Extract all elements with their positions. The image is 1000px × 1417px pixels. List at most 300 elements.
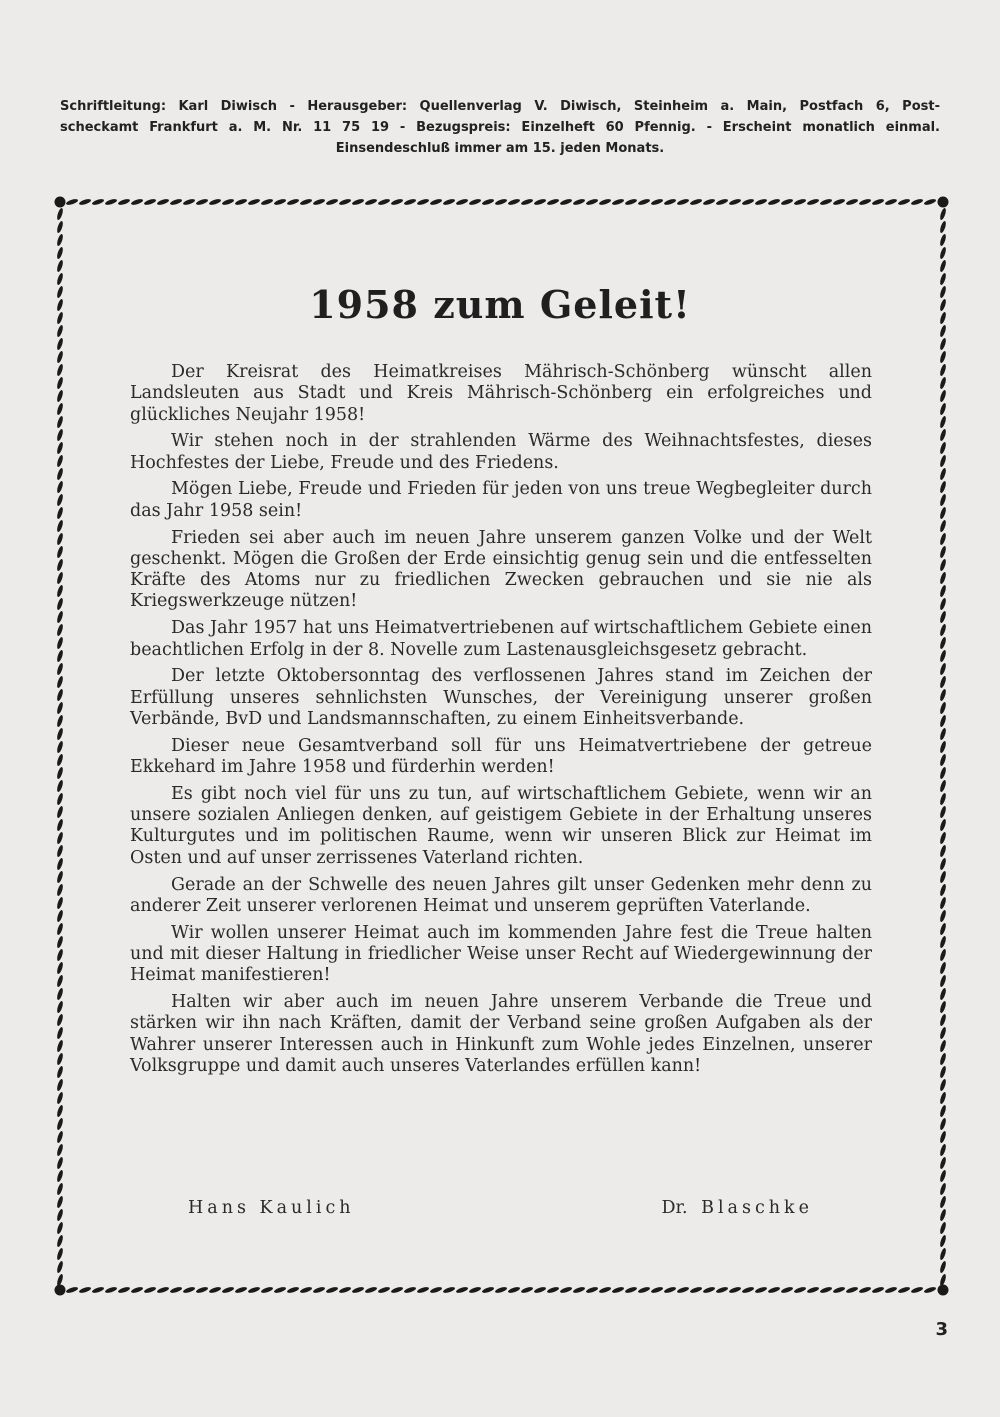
- border-link: [939, 1065, 947, 1078]
- border-link: [130, 198, 143, 206]
- border-link: [939, 948, 947, 961]
- paragraph-2: Wir stehen noch in der strahlenden Wärme des Weihnachtsfestes, dieses Hochfestes der Liebe, Freude und des Friedens.: [130, 431, 872, 473]
- border-link: [56, 441, 64, 454]
- border-link: [702, 198, 715, 206]
- border-link: [939, 532, 947, 545]
- border-link: [364, 198, 377, 206]
- border-link: [416, 198, 429, 206]
- border-link: [741, 1286, 754, 1294]
- border-link: [939, 649, 947, 662]
- paragraph-10: Wir wollen unserer Heimat auch im kommenden Jahre fest die Treue halten und mit dieser Haltung in friedlicher Weise unser Recht auf Wiedergewinnung der Heimat manifestieren!: [130, 922, 872, 986]
- border-link: [897, 198, 910, 206]
- border-link: [939, 545, 947, 558]
- border-link: [56, 909, 64, 922]
- border-link: [56, 1078, 64, 1091]
- border-link: [56, 597, 64, 610]
- border-link: [56, 1000, 64, 1013]
- border-link: [56, 467, 64, 480]
- border-link: [939, 1195, 947, 1208]
- border-link: [156, 1286, 169, 1294]
- border-link: [676, 198, 689, 206]
- border-link: [585, 1286, 598, 1294]
- border-link: [939, 207, 947, 220]
- border-link: [56, 246, 64, 259]
- border-link: [377, 198, 390, 206]
- border-link: [56, 1234, 64, 1247]
- border-link: [56, 1117, 64, 1130]
- border-link: [939, 1000, 947, 1013]
- border-link: [78, 1286, 91, 1294]
- border-link: [312, 198, 325, 206]
- border-link: [286, 1286, 299, 1294]
- border-link: [939, 1052, 947, 1065]
- paragraph-4: Frieden sei aber auch im neuen Jahre unserem ganzen Volke und der Welt geschenkt. Mögen die Großen der Erde einsichtig genug sein und die entfesselten Kräfte des Atoms nur zu friedlichen Zwecken gebrauchen und sie nie als Kriegswerkzeuge nützen!: [130, 527, 872, 612]
- border-link: [494, 198, 507, 206]
- border-link: [416, 1286, 429, 1294]
- border-link: [939, 857, 947, 870]
- border-link: [939, 1026, 947, 1039]
- border-link: [325, 198, 338, 206]
- border-link: [377, 1286, 390, 1294]
- border-link: [442, 1286, 455, 1294]
- border-link: [494, 1286, 507, 1294]
- border-link: [390, 1286, 403, 1294]
- border-link: [939, 714, 947, 727]
- border-link: [56, 571, 64, 584]
- border-link: [56, 1104, 64, 1117]
- border-link: [312, 1286, 325, 1294]
- border-link: [939, 1169, 947, 1182]
- border-link: [56, 727, 64, 740]
- border-link: [403, 1286, 416, 1294]
- border-link: [728, 198, 741, 206]
- border-link: [939, 1104, 947, 1117]
- border-link: [56, 519, 64, 532]
- border-link: [939, 454, 947, 467]
- border-link: [939, 623, 947, 636]
- border-link: [858, 1286, 871, 1294]
- border-link: [910, 1286, 923, 1294]
- border-link: [939, 766, 947, 779]
- border-link: [56, 610, 64, 623]
- border-link: [939, 363, 947, 376]
- page-number: 3: [935, 1319, 948, 1340]
- masthead: [60, 96, 940, 159]
- border-link: [56, 402, 64, 415]
- border-link: [611, 198, 624, 206]
- border-link: [260, 1286, 273, 1294]
- border-link: [195, 198, 208, 206]
- border-link: [767, 198, 780, 206]
- border-link: [939, 246, 947, 259]
- border-link: [56, 1169, 64, 1182]
- border-link: [442, 198, 455, 206]
- border-link: [939, 597, 947, 610]
- border-link: [247, 198, 260, 206]
- border-link: [56, 389, 64, 402]
- border-link: [468, 198, 481, 206]
- border-link: [572, 1286, 585, 1294]
- border-link: [939, 1156, 947, 1169]
- border-link: [56, 1156, 64, 1169]
- border-link: [104, 1286, 117, 1294]
- border-link: [221, 1286, 234, 1294]
- paragraph-9: Gerade an der Schwelle des neuen Jahres gilt unser Gedenken mehr denn zu anderer Zeit unserer verlorenen Heimat und unserem geprüften Vaterlande.: [130, 874, 872, 916]
- border-link: [65, 1286, 78, 1294]
- border-link: [351, 198, 364, 206]
- article-title: 1958 zum Geleit!: [309, 282, 691, 327]
- border-link: [939, 1273, 947, 1286]
- border-link: [650, 198, 663, 206]
- border-link: [56, 1052, 64, 1065]
- border-link: [559, 198, 572, 206]
- border-link: [507, 198, 520, 206]
- border-link: [939, 636, 947, 649]
- border-link: [871, 198, 884, 206]
- border-link: [56, 818, 64, 831]
- border-link: [832, 198, 845, 206]
- border-link: [56, 337, 64, 350]
- border-link: [939, 441, 947, 454]
- border-link: [273, 1286, 286, 1294]
- border-link: [939, 909, 947, 922]
- border-link: [56, 675, 64, 688]
- border-link: [939, 1143, 947, 1156]
- border-link: [182, 198, 195, 206]
- border-link: [429, 198, 442, 206]
- border-link: [208, 198, 221, 206]
- border-link: [939, 376, 947, 389]
- border-link: [56, 948, 64, 961]
- border-link: [338, 198, 351, 206]
- border-link: [939, 519, 947, 532]
- border-link: [910, 198, 923, 206]
- border-link: [793, 1286, 806, 1294]
- border-link: [468, 1286, 481, 1294]
- border-link: [455, 198, 468, 206]
- border-link: [939, 831, 947, 844]
- border-link: [845, 198, 858, 206]
- border-link: [56, 259, 64, 272]
- border-link: [939, 896, 947, 909]
- border-link: [598, 198, 611, 206]
- article-body: [130, 362, 872, 1083]
- border-link: [741, 198, 754, 206]
- border-link: [299, 198, 312, 206]
- signature-kaulich: Hans Kaulich: [188, 1198, 355, 1218]
- border-link: [56, 961, 64, 974]
- border-corner-dot-br: [938, 1285, 949, 1296]
- border-link: [897, 1286, 910, 1294]
- border-link: [429, 1286, 442, 1294]
- border-link: [923, 1286, 936, 1294]
- border-corner-dot-bl: [55, 1285, 66, 1296]
- border-link: [939, 844, 947, 857]
- border-link: [56, 935, 64, 948]
- paragraph-8: Es gibt noch viel für uns zu tun, auf wirtschaftlichem Gebiete, wenn wir an unsere sozialen Anliegen denken, auf geistigem Gebiete in der Erhaltung unseres Kulturgutes und im politischen Raume, wenn wir unseren Blick zur Heimat im Osten und auf unser zerrissenes Vaterland richten.: [130, 783, 872, 868]
- border-link: [56, 831, 64, 844]
- border-link: [939, 1078, 947, 1091]
- border-link: [56, 376, 64, 389]
- border-link: [611, 1286, 624, 1294]
- border-link: [260, 198, 273, 206]
- border-link: [819, 198, 832, 206]
- border-link: [939, 610, 947, 623]
- border-link: [793, 198, 806, 206]
- border-link: [939, 740, 947, 753]
- border-link: [845, 1286, 858, 1294]
- border-link: [56, 766, 64, 779]
- border-link: [338, 1286, 351, 1294]
- border-link: [884, 1286, 897, 1294]
- border-link: [56, 922, 64, 935]
- border-link: [939, 584, 947, 597]
- border-link: [78, 198, 91, 206]
- border-link: [780, 1286, 793, 1294]
- border-link: [624, 198, 637, 206]
- border-link: [56, 220, 64, 233]
- border-link: [56, 350, 64, 363]
- border-link: [56, 623, 64, 636]
- border-link: [923, 198, 936, 206]
- border-link: [56, 584, 64, 597]
- border-link: [767, 1286, 780, 1294]
- border-link: [56, 480, 64, 493]
- border-link: [117, 1286, 130, 1294]
- border-link: [156, 198, 169, 206]
- border-link: [130, 1286, 143, 1294]
- border-link: [273, 198, 286, 206]
- border-link: [939, 922, 947, 935]
- paragraph-5: Das Jahr 1957 hat uns Heimatvertriebenen auf wirtschaftlichem Gebiete einen beachtlichen Erfolg in der 8. Novelle zum Lastenausgleichsgesetz gebracht.: [130, 618, 872, 660]
- border-link: [939, 1130, 947, 1143]
- border-link: [806, 198, 819, 206]
- border-link: [939, 727, 947, 740]
- border-link: [819, 1286, 832, 1294]
- border-link: [169, 1286, 182, 1294]
- border-link: [585, 198, 598, 206]
- border-link: [939, 792, 947, 805]
- border-link: [56, 1195, 64, 1208]
- border-link: [939, 259, 947, 272]
- border-link: [56, 1026, 64, 1039]
- border-link: [56, 1221, 64, 1234]
- border-link: [939, 818, 947, 831]
- border-link: [939, 662, 947, 675]
- signature-title: Dr.: [661, 1198, 688, 1218]
- border-link: [56, 1182, 64, 1195]
- border-link: [939, 337, 947, 350]
- border-link: [939, 1039, 947, 1052]
- border-link: [56, 688, 64, 701]
- border-link: [390, 198, 403, 206]
- border-link: [939, 428, 947, 441]
- border-link: [56, 883, 64, 896]
- border-link: [56, 1247, 64, 1260]
- border-link: [364, 1286, 377, 1294]
- border-link: [702, 1286, 715, 1294]
- border-link: [143, 198, 156, 206]
- border-link: [56, 779, 64, 792]
- masthead-line-3: Einsendeschluß immer am 15. jeden Monats.: [335, 141, 665, 156]
- border-link: [939, 558, 947, 571]
- border-link: [939, 1013, 947, 1026]
- border-link: [939, 220, 947, 233]
- border-link: [939, 961, 947, 974]
- border-link: [715, 1286, 728, 1294]
- border-link: [624, 1286, 637, 1294]
- border-link: [871, 1286, 884, 1294]
- border-link: [939, 1117, 947, 1130]
- border-link: [91, 1286, 104, 1294]
- border-link: [221, 198, 234, 206]
- border-link: [939, 1182, 947, 1195]
- masthead-line-1: Schriftleitung: Karl Diwisch - Herausgeber: Quellenverlag V. Diwisch, Steinheim a. Main, Postfach 6, Post-: [60, 99, 940, 114]
- border-link: [939, 1234, 947, 1247]
- masthead-line-2: scheckamt Frankfurt a. M. Nr. 11 75 19 - Bezugspreis: Einzelheft 60 Pfennig. - Erscheint monatlich einmal.: [60, 120, 940, 135]
- border-link: [939, 493, 947, 506]
- border-link: [939, 1208, 947, 1221]
- border-link: [481, 198, 494, 206]
- border-link: [208, 1286, 221, 1294]
- border-link: [939, 753, 947, 766]
- border-link: [65, 198, 78, 206]
- border-link: [559, 1286, 572, 1294]
- border-link: [546, 1286, 559, 1294]
- border-link: [56, 1143, 64, 1156]
- border-link: [182, 1286, 195, 1294]
- border-link: [939, 883, 947, 896]
- border-link: [939, 389, 947, 402]
- border-link: [939, 974, 947, 987]
- border-link: [56, 636, 64, 649]
- border-link: [939, 350, 947, 363]
- border-link: [56, 1013, 64, 1026]
- border-link: [780, 198, 793, 206]
- border-link: [689, 1286, 702, 1294]
- border-link: [234, 198, 247, 206]
- border-link: [299, 1286, 312, 1294]
- border-link: [546, 198, 559, 206]
- border-link: [143, 1286, 156, 1294]
- border-link: [806, 1286, 819, 1294]
- border-link: [481, 1286, 494, 1294]
- signature-name: Blaschke: [701, 1198, 813, 1218]
- border-link: [663, 1286, 676, 1294]
- border-link: [56, 1091, 64, 1104]
- border-link: [56, 701, 64, 714]
- border-link: [939, 571, 947, 584]
- border-link: [884, 198, 897, 206]
- border-link: [56, 532, 64, 545]
- border-link: [56, 506, 64, 519]
- border-link: [104, 198, 117, 206]
- border-link: [939, 870, 947, 883]
- border-link: [325, 1286, 338, 1294]
- border-link: [56, 207, 64, 220]
- paragraph-6: Der letzte Oktobersonntag des verflossenen Jahres stand im Zeichen der Erfüllung unseres sehnlichsten Wunsches, der Vereinigung unserer großen Verbände, BvD und Landsmannschaften, zu einem Einheitsverbande.: [130, 666, 872, 729]
- border-link: [56, 792, 64, 805]
- border-link: [754, 198, 767, 206]
- border-link: [56, 649, 64, 662]
- border-link: [56, 233, 64, 246]
- border-link: [56, 415, 64, 428]
- border-link: [56, 493, 64, 506]
- border-link: [56, 805, 64, 818]
- border-link: [403, 198, 416, 206]
- border-link: [939, 415, 947, 428]
- border-link: [56, 363, 64, 376]
- border-link: [637, 198, 650, 206]
- border-link: [455, 1286, 468, 1294]
- border-link: [663, 198, 676, 206]
- border-link: [56, 428, 64, 441]
- border-link: [533, 1286, 546, 1294]
- border-link: [351, 1286, 364, 1294]
- border-link: [939, 779, 947, 792]
- border-link: [832, 1286, 845, 1294]
- border-link: [939, 675, 947, 688]
- border-link: [858, 198, 871, 206]
- border-link: [56, 870, 64, 883]
- border-link: [939, 1247, 947, 1260]
- border-link: [939, 935, 947, 948]
- border-link: [117, 198, 130, 206]
- border-link: [939, 701, 947, 714]
- border-link: [939, 402, 947, 415]
- border-link: [939, 987, 947, 1000]
- border-link: [689, 198, 702, 206]
- border-link: [715, 198, 728, 206]
- border-link: [56, 1208, 64, 1221]
- border-link: [572, 198, 585, 206]
- border-link: [939, 688, 947, 701]
- paragraph-1: Der Kreisrat des Heimatkreises Mährisch-Schönberg wünscht allen Landsleuten aus Stadt und Kreis Mährisch-Schönberg ein erfolgreiches und glückliches Neujahr 1958!: [130, 362, 872, 425]
- border-link: [939, 506, 947, 519]
- border-link: [939, 805, 947, 818]
- border-link: [169, 198, 182, 206]
- border-link: [520, 1286, 533, 1294]
- border-link: [754, 1286, 767, 1294]
- border-link: [939, 1221, 947, 1234]
- border-link: [234, 1286, 247, 1294]
- paragraph-7: Dieser neue Gesamtverband soll für uns Heimatvertriebene der getreue Ekkehard im Jahre 1958 und fürderhin werden!: [130, 735, 872, 778]
- border-link: [56, 1039, 64, 1052]
- border-link: [286, 198, 299, 206]
- border-link: [939, 1091, 947, 1104]
- border-link: [939, 480, 947, 493]
- border-link: [56, 1065, 64, 1078]
- border-link: [247, 1286, 260, 1294]
- signature-blaschke: [661, 1198, 813, 1218]
- border-link: [676, 1286, 689, 1294]
- border-link: [56, 1130, 64, 1143]
- border-link: [56, 896, 64, 909]
- paragraph-3: Mögen Liebe, Freude und Frieden für jeden von uns treue Wegbegleiter durch das Jahr 1958 sein!: [130, 479, 872, 521]
- border-link: [56, 857, 64, 870]
- border-corner-dot-tr: [938, 197, 949, 208]
- border-link: [195, 1286, 208, 1294]
- border-corner-dot-tl: [55, 197, 66, 208]
- border-link: [56, 844, 64, 857]
- border-link: [650, 1286, 663, 1294]
- border-link: [939, 467, 947, 480]
- border-link: [520, 198, 533, 206]
- border-link: [598, 1286, 611, 1294]
- border-link: [637, 1286, 650, 1294]
- border-link: [56, 1260, 64, 1273]
- border-link: [56, 740, 64, 753]
